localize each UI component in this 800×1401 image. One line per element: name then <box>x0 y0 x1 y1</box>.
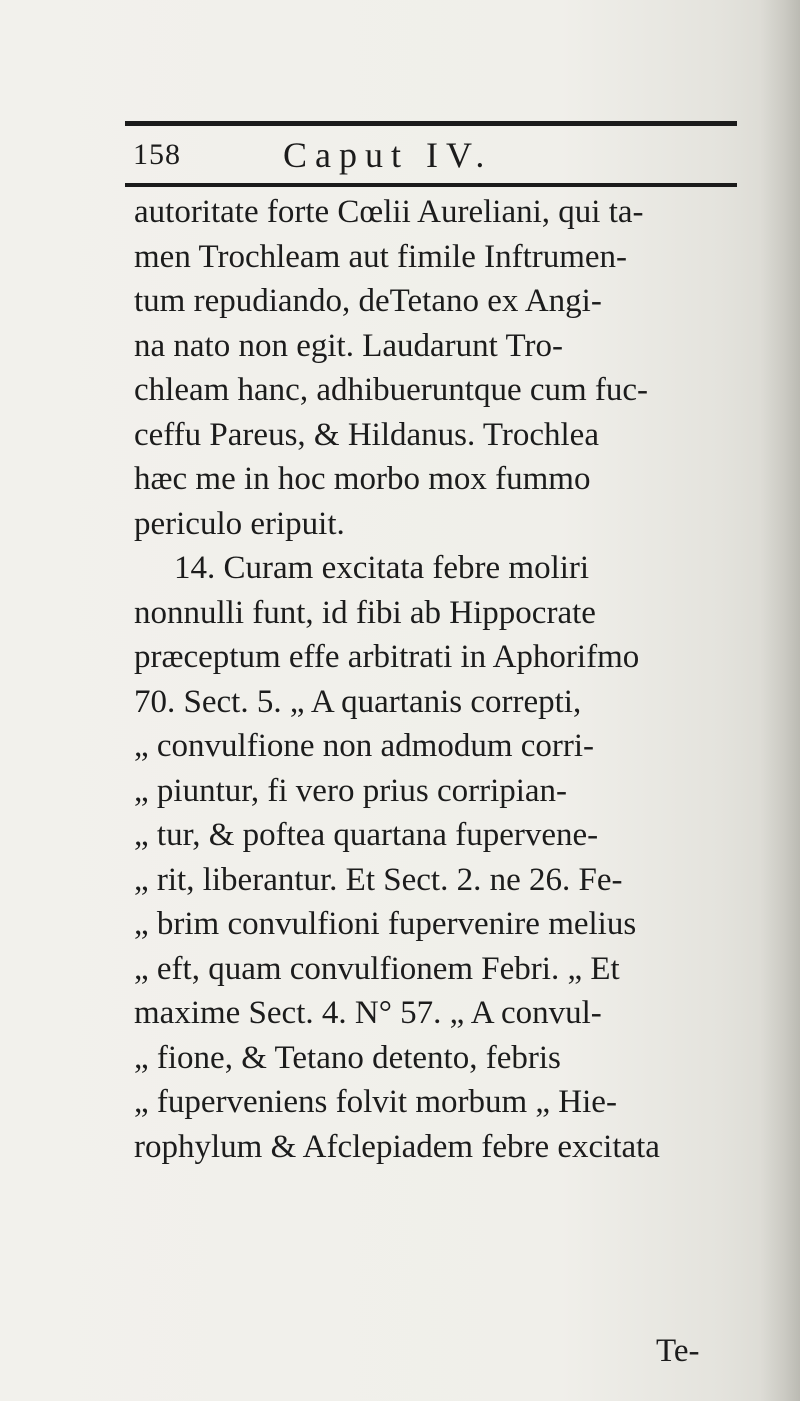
text-line: men Trochleam aut fimile Inftrumen- <box>134 238 628 275</box>
text-line: maxime Sect. 4. N° 57. „ A convul- <box>134 995 602 1031</box>
text-line: ceffu Pareus, & Hildanus. Trochlea <box>134 416 599 453</box>
text-line: na nato non egit. Laudarunt Tro- <box>134 327 563 364</box>
text-line: „ piuntur, fi vero prius corripian- <box>134 772 568 809</box>
text-line: „ brim convulfioni fupervenire melius <box>134 906 637 942</box>
text-line: rophylum & Afclepiadem febre excitata <box>134 1128 660 1165</box>
text-line: præceptum effe arbitrati in Aphorifmo <box>134 639 640 675</box>
text-line: hæc me in hoc morbo mox fummo <box>134 461 591 497</box>
text-line: chleam hanc, adhibueruntque cum fuc- <box>134 372 649 408</box>
text-line: „ convulfione non admodum corri- <box>134 728 595 764</box>
page-edge-shadow <box>760 0 800 1401</box>
text-line: nonnulli funt, id fibi ab Hippocrate <box>134 594 596 631</box>
text-line: „ tur, & poftea quartana fupervene- <box>134 817 599 853</box>
body-text <box>134 190 754 1169</box>
catchword: Te- <box>656 1333 700 1369</box>
running-head: Caput IV. <box>283 135 493 175</box>
page-number: 158 <box>133 138 181 171</box>
text-line: „ eft, quam convulfionem Febri. „ Et <box>134 950 620 987</box>
page-header <box>133 134 733 178</box>
text-line: periculo eripuit. <box>134 505 345 542</box>
text-line: „ fione, & Tetano detento, febris <box>134 1039 561 1076</box>
text-line: „ rit, liberantur. Et Sect. 2. ne 26. Fe- <box>134 861 623 898</box>
top-rule <box>125 121 737 126</box>
text-line: autoritate forte Cœlii Aureliani, qui ta- <box>134 194 644 230</box>
text-line: „ fuperveniens folvit morbum „ Hie- <box>134 1084 617 1120</box>
text-line: 70. Sect. 5. „ A quartanis correpti, <box>134 683 582 720</box>
text-line: 14. Curam excitata febre moliri <box>174 550 590 586</box>
text-line: tum repudiando, deTetano ex Angi- <box>134 283 602 319</box>
header-rule <box>125 183 737 187</box>
